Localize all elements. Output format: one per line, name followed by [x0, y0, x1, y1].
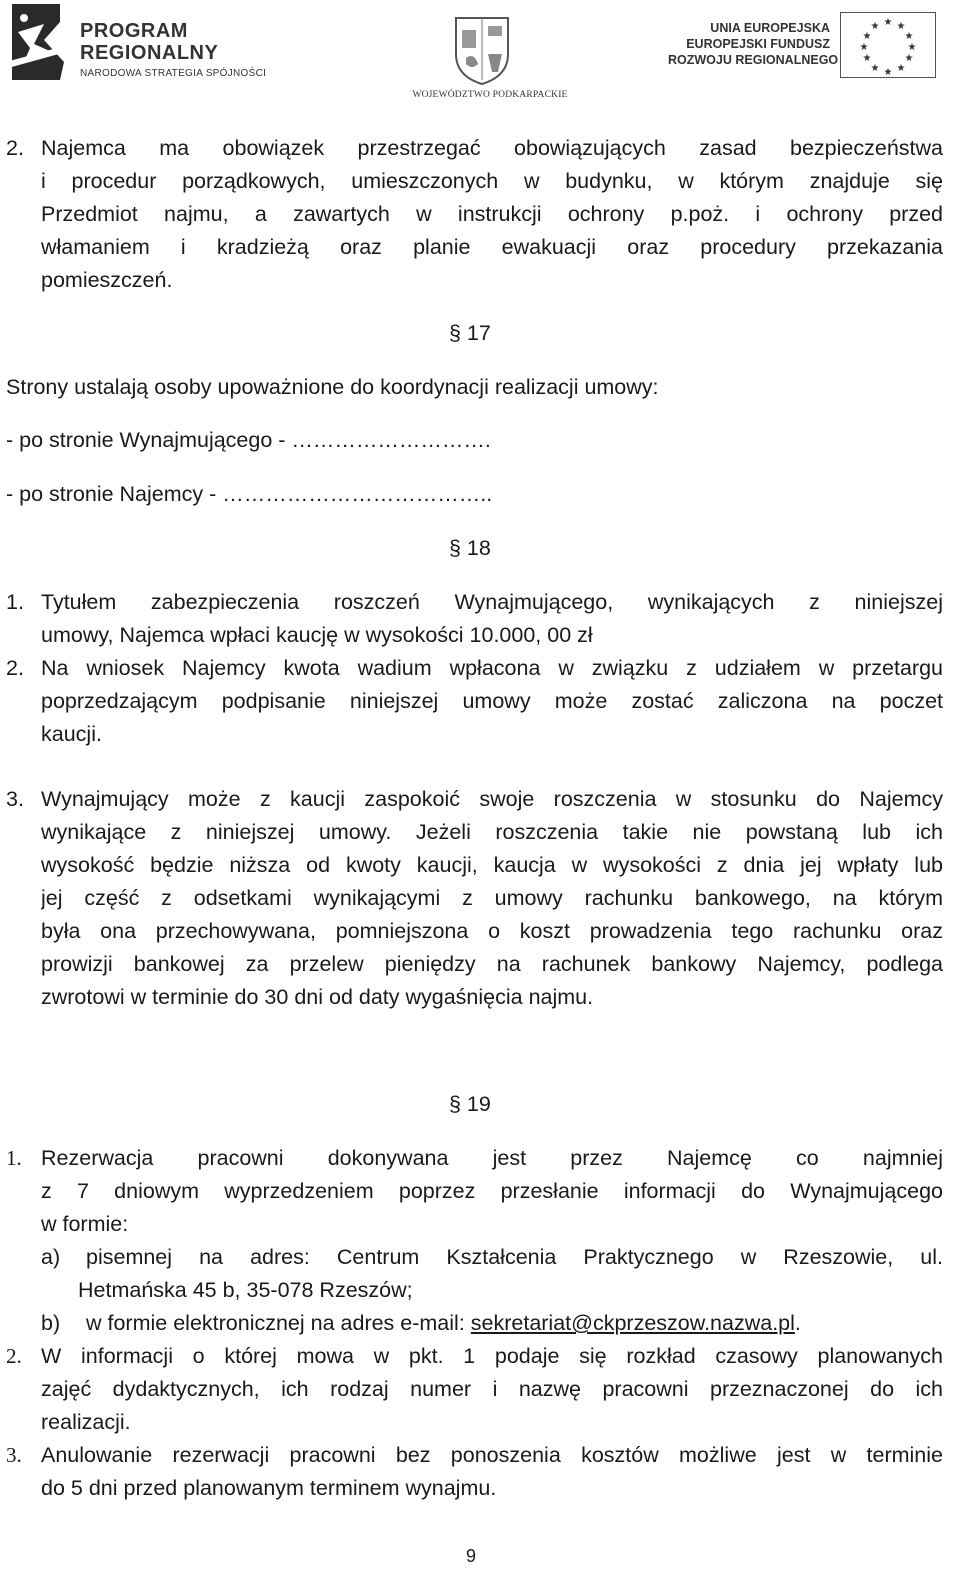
email-link[interactable]: sekretariat@ckprzeszow.nazwa.pl — [470, 1311, 795, 1335]
s19-p2-number: 2. — [6, 1344, 22, 1368]
svg-text:★: ★ — [904, 31, 914, 42]
s18-p1-number: 1. — [6, 590, 24, 614]
s19-p1-line: Rezerwacja pracowni dokonywana jest przez Najemcę co najmniej — [41, 1146, 943, 1170]
para-2-line: włamaniem i kradzieżą oraz planie ewakuacji oraz procedury przekazania — [41, 235, 943, 259]
s18-p3-line: zwrotowi w terminie do 30 dni od daty wygaśnięcia najmu. — [41, 985, 594, 1009]
s18-p3-line: była ona przechowywana, pomniejszona o koszt prowadzenia tego rachunku oraz — [41, 919, 943, 943]
s18-p2-line: poprzedzającym podpisanie niniejszej umowy może zostać zaliczona na poczet — [41, 689, 943, 713]
s18-p2-number: 2. — [6, 656, 24, 680]
para-2-line: Przedmiot najmu, a zawartych w instrukcji ochrony p.poż. i ochrony przed — [41, 202, 943, 226]
svg-text:★: ★ — [904, 53, 914, 64]
coordinator-tenant: - po stronie Najemcy - ……………………………….. — [6, 482, 493, 506]
para-2-line: pomieszczeń. — [41, 268, 173, 292]
eu-fund-text: UNIA EUROPEJSKA EUROPEJSKI FUNDUSZ ROZWOJU REGIONALNEGO — [668, 21, 839, 67]
s19-item-b-label: b) — [41, 1311, 61, 1335]
para-2-number: 2. — [6, 136, 24, 160]
page-number: 9 — [466, 1546, 477, 1566]
svg-text:★: ★ — [896, 63, 906, 74]
s18-p1-line: umowy, Najemca wpłaci kaucję w wysokości 10.000, 00 zł — [41, 623, 593, 647]
wojewodztwo-logo — [400, 2, 580, 102]
svg-text:★: ★ — [862, 53, 872, 64]
s19-item-b-text: w formie elektronicznej na adres e-mail: — [86, 1311, 471, 1335]
s19-item-b-end: . — [794, 1311, 801, 1335]
svg-text:★: ★ — [870, 21, 880, 32]
svg-text:★: ★ — [859, 42, 869, 53]
svg-text:★: ★ — [896, 21, 906, 32]
s18-p3-line: jej część z odsetkami wynikającymi z umowy rachunku bankowego, na którym — [41, 886, 943, 910]
s18-p3-number: 3. — [6, 787, 24, 811]
region-caption: WOJEWÓDZTWO PODKARPACKIE — [412, 90, 568, 100]
svg-text:★: ★ — [862, 31, 872, 42]
s19-p2-line: zajęć dydaktycznych, ich rodzaj numer i nazwę pracowni przeznaczonej do ich — [41, 1377, 943, 1401]
s19-item-a-line: pisemnej na adres: Centrum Kształcenia Praktycznego w Rzeszowie, ul. — [86, 1245, 943, 1269]
s18-p3-line: wynikające z niniejszej umowy. Jeżeli roszczenia takie nie powstaną lub ich — [41, 820, 943, 844]
s19-item-a-label: a) — [41, 1245, 61, 1269]
s18-p1-line: Tytułem zabezpieczenia roszczeń Wynajmującego, wynikających z niniejszej — [41, 590, 943, 614]
coordinator-landlord: - po stronie Wynajmującego - ………………………. — [6, 428, 491, 452]
s18-p2-line: Na wniosek Najemcy kwota wadium wpłacona w związku z udziałem w przetargu — [41, 656, 943, 680]
s19-item-a-line: Hetmańska 45 b, 35-078 Rzeszów; — [78, 1278, 413, 1302]
eu-logo — [668, 8, 938, 80]
s19-p3-number: 3. — [6, 1443, 22, 1467]
program-regionalny-logo — [4, 2, 274, 84]
s19-item-b-line — [86, 1307, 801, 1340]
s19-p2-line: W informacji o której mowa w pkt. 1 podaje się rozkład czasowy planowanych — [41, 1344, 943, 1368]
program-regionalny-title: PROGRAM REGIONALNY — [80, 20, 219, 64]
section-18-title: § 18 — [449, 536, 491, 560]
svg-text:★: ★ — [883, 67, 893, 77]
coat-of-arms-icon — [452, 14, 512, 86]
section-19-title: § 19 — [449, 1092, 491, 1116]
s18-p3-line: Wynajmujący może z kaucji zaspokoić swoje roszczenia w stosunku do Najemcy — [41, 787, 943, 811]
svg-text:★: ★ — [907, 42, 917, 53]
svg-text:★: ★ — [883, 17, 893, 28]
s19-p3-line: Anulowanie rezerwacji pracowni bez ponoszenia kosztów możliwe jest w terminie — [41, 1443, 943, 1467]
program-regionalny-emblem-icon — [4, 2, 74, 82]
eu-flag-icon — [840, 12, 936, 78]
para-2-line: Najemca ma obowiązek przestrzegać obowiązujących zasad bezpieczeństwa — [41, 136, 943, 160]
section-17-intro: Strony ustalają osoby upoważnione do koordynacji realizacji umowy: — [6, 375, 659, 399]
s19-p1-number: 1. — [6, 1146, 22, 1170]
section-17-title: § 17 — [449, 321, 491, 345]
s19-p3-line: do 5 dni przed planowanym terminem wynajmu. — [41, 1476, 497, 1500]
s18-p3-line: prowizji bankowej za przelew pieniędzy na rachunek bankowy Najemcy, podlega — [41, 952, 943, 976]
svg-text:★: ★ — [870, 63, 880, 74]
para-2-line: i procedur porządkowych, umieszczonych w budynku, w którym znajduje się — [41, 169, 943, 193]
program-regionalny-subtitle: NARODOWA STRATEGIA SPÓJNOŚCI — [80, 68, 267, 79]
s18-p2-line: kaucji. — [41, 722, 102, 746]
s19-p1-line: w formie: — [41, 1212, 129, 1236]
s18-p3-line: wysokość będzie niższa od kwoty kaucji, kaucja w wysokości z dnia jej wpłaty lub — [41, 853, 943, 877]
header-logos — [0, 0, 960, 102]
s19-p1-line: z 7 dniowym wyprzedzeniem poprzez przesłanie informacji do Wynajmującego — [41, 1179, 943, 1203]
s19-p2-line: realizacji. — [41, 1410, 131, 1434]
